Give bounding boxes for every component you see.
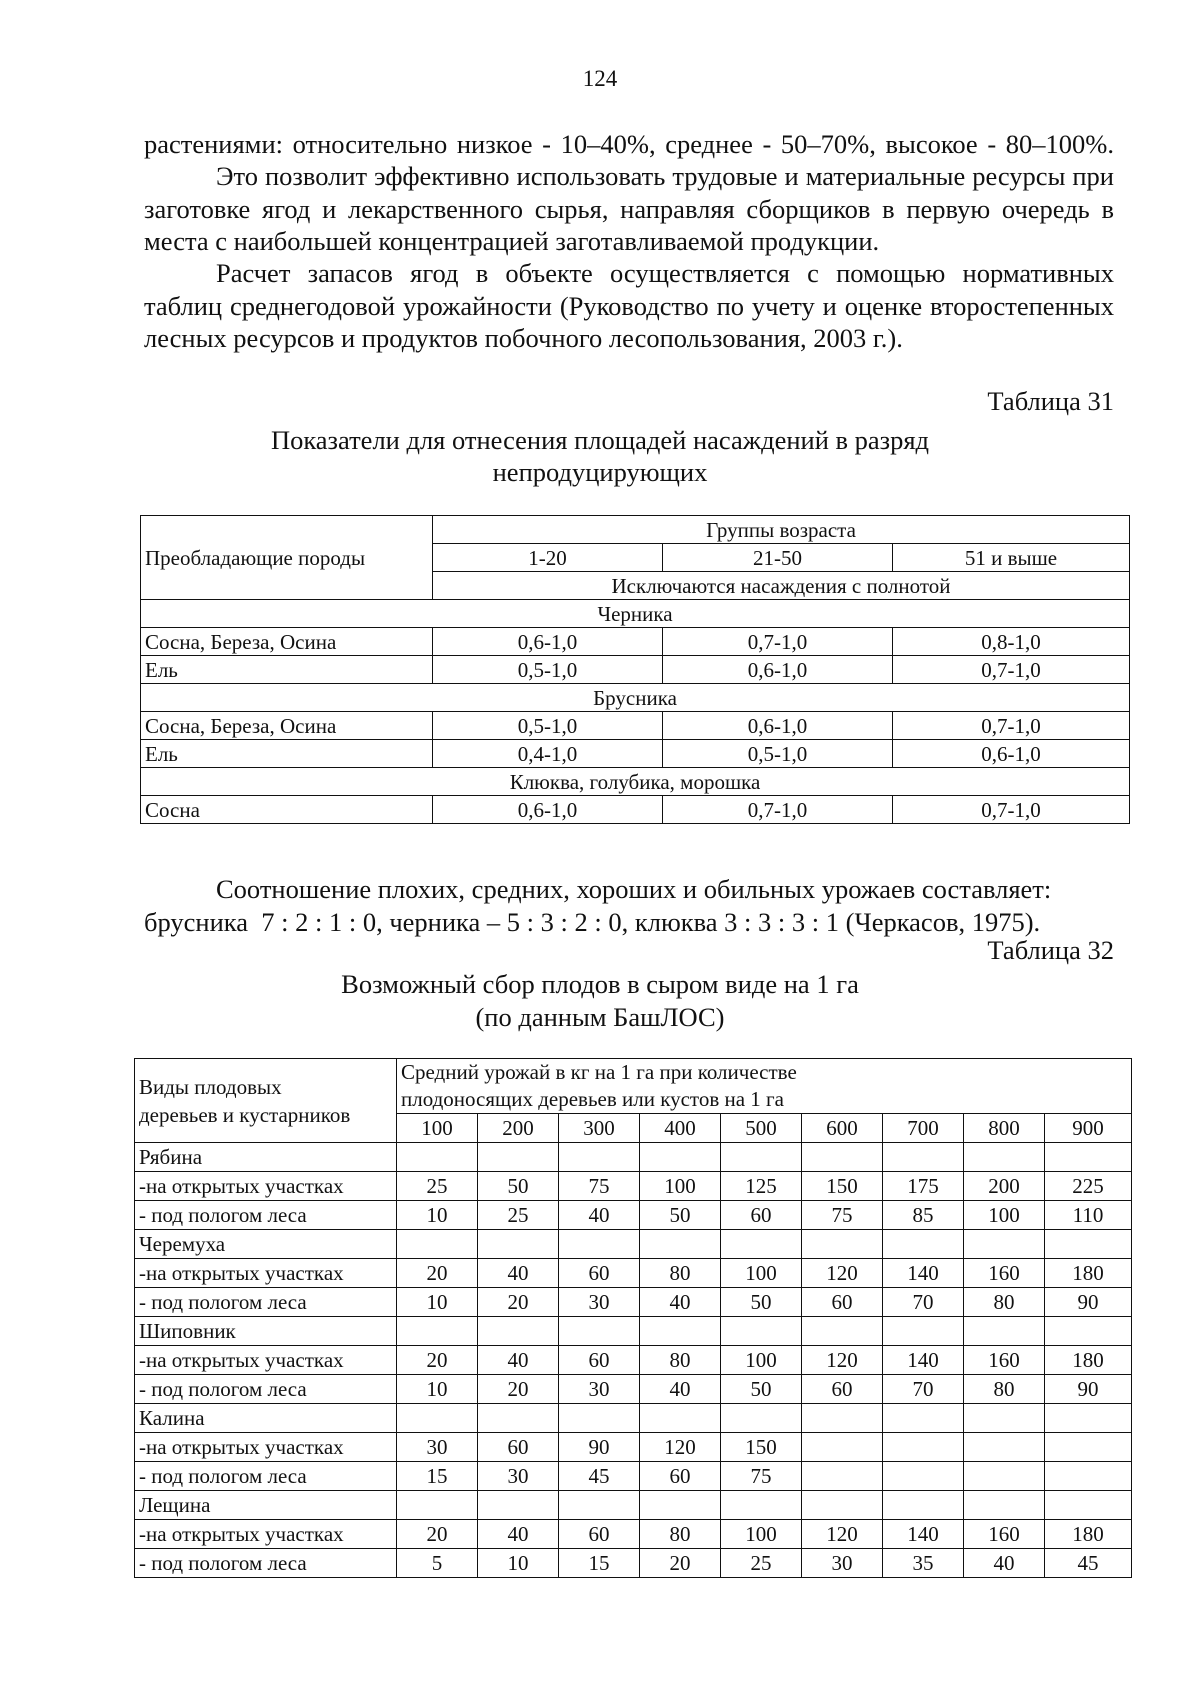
t32-empty-cell <box>883 1230 964 1259</box>
t32-count: 100 <box>397 1114 478 1143</box>
t32-empty-cell <box>721 1404 802 1433</box>
t32-value: 60 <box>478 1433 559 1462</box>
t32-value: 80 <box>640 1346 721 1375</box>
t31-value: 0,5-1,0 <box>433 712 663 740</box>
t32-head-yield-line2: плодоносящих деревьев или кустов на 1 га <box>401 1087 784 1111</box>
t32-value: 60 <box>559 1520 640 1549</box>
paragraph-calculation: Расчет запасов ягод в объекте осуществляется с помощью нормативных таблиц среднегодовой урожайности (Руководство по учету и оценке второстепенных лесных ресурсов и продуктов побочного лесопользования, 2003 г.). <box>144 258 1114 353</box>
t32-value: 30 <box>802 1549 883 1578</box>
t32-count: 500 <box>721 1114 802 1143</box>
t32-value: 125 <box>721 1172 802 1201</box>
t32-value: 40 <box>478 1259 559 1288</box>
t32-row-label: -на открытых участках <box>135 1172 397 1201</box>
table31-title-line1: Показатели для отнесения площадей насаждений в разряд <box>270 425 930 455</box>
t31-value: 0,7-1,0 <box>893 796 1130 824</box>
t31-value: 0,6-1,0 <box>433 796 663 824</box>
t32-value: 90 <box>1045 1288 1132 1317</box>
t32-value: 175 <box>883 1172 964 1201</box>
t32-value <box>883 1462 964 1491</box>
t31-section-name: Черника <box>141 600 1130 628</box>
t32-value: 180 <box>1045 1346 1132 1375</box>
t32-value: 25 <box>721 1549 802 1578</box>
t32-value: 45 <box>1045 1549 1132 1578</box>
t32-row-label: -на открытых участках <box>135 1520 397 1549</box>
t32-empty-cell <box>1045 1404 1132 1433</box>
t31-head-groups: Группы возраста <box>433 516 1130 544</box>
t32-empty-cell <box>559 1491 640 1520</box>
t32-empty-cell <box>478 1143 559 1172</box>
t32-value: 160 <box>964 1520 1045 1549</box>
t31-row <box>141 628 1130 656</box>
t32-empty-cell <box>802 1317 883 1346</box>
t32-row <box>135 1201 1132 1230</box>
t32-empty-cell <box>802 1491 883 1520</box>
t32-row-label: - под пологом леса <box>135 1375 397 1404</box>
t32-empty-cell <box>478 1317 559 1346</box>
t32-empty-cell <box>640 1230 721 1259</box>
t31-value: 0,7-1,0 <box>893 712 1130 740</box>
t32-group-row <box>135 1404 1132 1433</box>
t32-empty-cell <box>802 1230 883 1259</box>
t32-group-name: Черемуха <box>135 1230 397 1259</box>
harvest-ratio-line1: Соотношение плохих, средних, хороших и обильных урожаев составляет: <box>216 874 1052 904</box>
t32-empty-cell <box>802 1143 883 1172</box>
t32-empty-cell <box>478 1230 559 1259</box>
t32-value: 120 <box>802 1520 883 1549</box>
t32-value: 25 <box>397 1172 478 1201</box>
t32-empty-cell <box>721 1491 802 1520</box>
t32-row <box>135 1433 1132 1462</box>
t32-value: 150 <box>802 1172 883 1201</box>
t32-row-label: - под пологом леса <box>135 1462 397 1491</box>
t32-empty-cell <box>478 1491 559 1520</box>
t32-row-label: - под пологом леса <box>135 1288 397 1317</box>
t32-value: 80 <box>640 1259 721 1288</box>
t32-value: 50 <box>478 1172 559 1201</box>
t32-value: 15 <box>559 1549 640 1578</box>
t32-empty-cell <box>1045 1143 1132 1172</box>
t31-section-name: Брусника <box>141 684 1130 712</box>
t32-group-row <box>135 1317 1132 1346</box>
t32-value: 180 <box>1045 1259 1132 1288</box>
t32-value: 110 <box>1045 1201 1132 1230</box>
t32-value: 20 <box>478 1288 559 1317</box>
t32-value: 100 <box>721 1346 802 1375</box>
t32-value: 120 <box>640 1433 721 1462</box>
table32-title-line2: (по данным БашЛОС) <box>475 1002 725 1032</box>
t31-value: 0,7-1,0 <box>663 796 893 824</box>
t31-age-group: 21-50 <box>663 544 893 572</box>
t32-value: 20 <box>397 1259 478 1288</box>
t32-empty-cell <box>559 1143 640 1172</box>
t32-count: 700 <box>883 1114 964 1143</box>
t31-value: 0,6-1,0 <box>663 712 893 740</box>
t32-empty-cell <box>721 1143 802 1172</box>
t32-row <box>135 1288 1132 1317</box>
t32-value: 15 <box>397 1462 478 1491</box>
t32-value: 60 <box>802 1375 883 1404</box>
t32-empty-cell <box>964 1143 1045 1172</box>
t32-row-label: -на открытых участках <box>135 1259 397 1288</box>
t32-row-label: -на открытых участках <box>135 1433 397 1462</box>
t32-value: 60 <box>640 1462 721 1491</box>
t32-value: 100 <box>640 1172 721 1201</box>
t32-empty-cell <box>640 1143 721 1172</box>
t32-empty-cell <box>397 1143 478 1172</box>
t31-section-row <box>141 684 1130 712</box>
t32-group-name: Рябина <box>135 1143 397 1172</box>
t32-value: 200 <box>964 1172 1045 1201</box>
t32-value: 80 <box>964 1288 1045 1317</box>
paragraph-harvest-ratio <box>144 873 1114 938</box>
t32-value: 10 <box>397 1375 478 1404</box>
t32-value: 30 <box>559 1288 640 1317</box>
t32-value: 30 <box>559 1375 640 1404</box>
t32-value: 20 <box>478 1375 559 1404</box>
t31-row <box>141 796 1130 824</box>
t32-head-yield-line1: Средний урожай в кг на 1 га при количестве <box>401 1060 797 1084</box>
t32-value: 20 <box>640 1549 721 1578</box>
t32-value: 40 <box>478 1520 559 1549</box>
t32-empty-cell <box>883 1491 964 1520</box>
t31-head-exclude: Исключаются насаждения с полнотой <box>433 572 1130 600</box>
t32-value: 85 <box>883 1201 964 1230</box>
t32-row <box>135 1259 1132 1288</box>
t32-empty-cell <box>559 1230 640 1259</box>
table-31 <box>140 515 1130 824</box>
t32-value: 50 <box>721 1288 802 1317</box>
t31-age-group: 1-20 <box>433 544 663 572</box>
t32-value: 100 <box>964 1201 1045 1230</box>
t32-empty-cell <box>883 1404 964 1433</box>
t32-count: 400 <box>640 1114 721 1143</box>
t32-value: 40 <box>640 1288 721 1317</box>
t32-head-yield <box>397 1059 1132 1114</box>
t32-value: 40 <box>640 1375 721 1404</box>
t32-empty-cell <box>478 1404 559 1433</box>
t32-value: 80 <box>640 1520 721 1549</box>
t32-empty-cell <box>640 1491 721 1520</box>
t32-value: 60 <box>559 1259 640 1288</box>
t32-row <box>135 1346 1132 1375</box>
t31-species: Сосна, Береза, Осина <box>141 712 433 740</box>
t32-empty-cell <box>397 1317 478 1346</box>
t32-value: 25 <box>478 1201 559 1230</box>
t31-section-name: Клюква, голубика, морошка <box>141 768 1130 796</box>
t31-value: 0,7-1,0 <box>663 628 893 656</box>
t32-value: 5 <box>397 1549 478 1578</box>
t32-group-name: Шиповник <box>135 1317 397 1346</box>
t32-value: 20 <box>397 1520 478 1549</box>
t31-value: 0,6-1,0 <box>893 740 1130 768</box>
t31-species: Ель <box>141 656 433 684</box>
t32-group-name: Калина <box>135 1404 397 1433</box>
t32-empty-cell <box>964 1230 1045 1259</box>
t32-value <box>1045 1462 1132 1491</box>
t32-count: 200 <box>478 1114 559 1143</box>
table32-title-line1: Возможный сбор плодов в сыром виде на 1 га <box>341 969 859 999</box>
t32-value: 100 <box>721 1520 802 1549</box>
t32-value <box>883 1433 964 1462</box>
t32-value: 50 <box>640 1201 721 1230</box>
t32-row <box>135 1375 1132 1404</box>
t32-empty-cell <box>1045 1317 1132 1346</box>
t32-value: 180 <box>1045 1520 1132 1549</box>
t32-value <box>964 1462 1045 1491</box>
t32-value: 90 <box>1045 1375 1132 1404</box>
t31-species: Сосна, Береза, Осина <box>141 628 433 656</box>
t31-species: Ель <box>141 740 433 768</box>
t31-age-group: 51 и выше <box>893 544 1130 572</box>
t32-empty-cell <box>1045 1491 1132 1520</box>
t32-value: 10 <box>478 1549 559 1578</box>
page-number: 124 <box>582 66 618 91</box>
t32-count: 800 <box>964 1114 1045 1143</box>
t32-row-label: - под пологом леса <box>135 1549 397 1578</box>
t32-value: 50 <box>721 1375 802 1404</box>
t31-section-row <box>141 768 1130 796</box>
t32-empty-cell <box>397 1491 478 1520</box>
t32-value: 80 <box>964 1375 1045 1404</box>
t32-value: 40 <box>559 1201 640 1230</box>
t32-head-species-line2: деревьев и кустарников <box>139 1102 351 1127</box>
t32-row <box>135 1549 1132 1578</box>
t31-value: 0,6-1,0 <box>433 628 663 656</box>
t32-row-label: - под пологом леса <box>135 1201 397 1230</box>
t32-value: 75 <box>802 1201 883 1230</box>
t32-value: 90 <box>559 1433 640 1462</box>
t32-empty-cell <box>964 1404 1045 1433</box>
t31-value: 0,5-1,0 <box>433 656 663 684</box>
t32-value: 70 <box>883 1375 964 1404</box>
t31-value: 0,4-1,0 <box>433 740 663 768</box>
t32-value: 150 <box>721 1433 802 1462</box>
t32-value <box>964 1433 1045 1462</box>
t32-value: 140 <box>883 1346 964 1375</box>
t31-row <box>141 712 1130 740</box>
t32-value: 60 <box>721 1201 802 1230</box>
t32-head-species <box>135 1059 397 1143</box>
t32-value: 120 <box>802 1346 883 1375</box>
t32-count: 600 <box>802 1114 883 1143</box>
t32-value <box>1045 1433 1132 1462</box>
t31-value: 0,8-1,0 <box>893 628 1130 656</box>
t31-row <box>141 740 1130 768</box>
t31-value: 0,5-1,0 <box>663 740 893 768</box>
t32-row-label: -на открытых участках <box>135 1346 397 1375</box>
t32-value: 140 <box>883 1520 964 1549</box>
table-32 <box>134 1058 1132 1578</box>
t32-value: 60 <box>559 1346 640 1375</box>
t31-value: 0,6-1,0 <box>663 656 893 684</box>
t32-head-species-line1: Виды плодовых <box>139 1074 282 1099</box>
t32-empty-cell <box>640 1404 721 1433</box>
t32-empty-cell <box>559 1317 640 1346</box>
t32-value: 100 <box>721 1259 802 1288</box>
t32-group-row <box>135 1230 1132 1259</box>
t32-value: 160 <box>964 1259 1045 1288</box>
t32-value: 75 <box>721 1462 802 1491</box>
t32-value: 30 <box>478 1462 559 1491</box>
t31-species: Сосна <box>141 796 433 824</box>
table32-label: Таблица 32 <box>987 935 1114 965</box>
t32-empty-cell <box>559 1404 640 1433</box>
t32-group-row <box>135 1491 1132 1520</box>
t32-value <box>802 1462 883 1491</box>
t32-empty-cell <box>721 1230 802 1259</box>
t32-empty-cell <box>883 1317 964 1346</box>
t31-value: 0,7-1,0 <box>893 656 1130 684</box>
t32-value: 160 <box>964 1346 1045 1375</box>
t32-empty-cell <box>802 1404 883 1433</box>
t32-value: 10 <box>397 1288 478 1317</box>
t32-value: 45 <box>559 1462 640 1491</box>
paragraph-resources: Это позволит эффективно использовать трудовые и материальные ресурсы при заготовке ягод и лекарственного сырья, направляя сборщиков в первую очередь в места с наибольшей концентрацией заготавливаемой продукции. <box>144 161 1114 256</box>
t32-value: 30 <box>397 1433 478 1462</box>
t32-value: 140 <box>883 1259 964 1288</box>
t32-value: 40 <box>964 1549 1045 1578</box>
t32-empty-cell <box>640 1317 721 1346</box>
table31-title-line2: непродуцирующих <box>492 457 708 487</box>
t32-empty-cell <box>964 1491 1045 1520</box>
t32-count: 300 <box>559 1114 640 1143</box>
t32-value <box>802 1433 883 1462</box>
t32-value: 40 <box>478 1346 559 1375</box>
t32-value: 10 <box>397 1201 478 1230</box>
t32-value: 225 <box>1045 1172 1132 1201</box>
t32-empty-cell <box>721 1317 802 1346</box>
t32-value: 35 <box>883 1549 964 1578</box>
table31-label: Таблица 31 <box>987 386 1114 416</box>
t32-value: 60 <box>802 1288 883 1317</box>
t32-empty-cell <box>883 1143 964 1172</box>
t32-empty-cell <box>397 1230 478 1259</box>
t32-group-name: Лещина <box>135 1491 397 1520</box>
t31-section-row <box>141 600 1130 628</box>
t31-head-species: Преобладающие породы <box>141 516 433 600</box>
t32-empty-cell <box>964 1317 1045 1346</box>
t32-empty-cell <box>397 1404 478 1433</box>
t32-row <box>135 1172 1132 1201</box>
harvest-ratio-line2: брусника 7 : 2 : 1 : 0, черника – 5 : 3 : 2 : 0, клюква 3 : 3 : 3 : 1 (Черкасов, 1975). <box>144 906 1041 937</box>
paragraph-continuation: растениями: относительно низкое - 10–40%, среднее - 50–70%, высокое - 80–100%. <box>144 129 1114 159</box>
t32-value: 120 <box>802 1259 883 1288</box>
t32-row <box>135 1462 1132 1491</box>
t32-count: 900 <box>1045 1114 1132 1143</box>
t32-empty-cell <box>1045 1230 1132 1259</box>
t32-row <box>135 1520 1132 1549</box>
t32-value: 70 <box>883 1288 964 1317</box>
t32-value: 75 <box>559 1172 640 1201</box>
t32-value: 20 <box>397 1346 478 1375</box>
t32-group-row <box>135 1143 1132 1172</box>
t31-row <box>141 656 1130 684</box>
